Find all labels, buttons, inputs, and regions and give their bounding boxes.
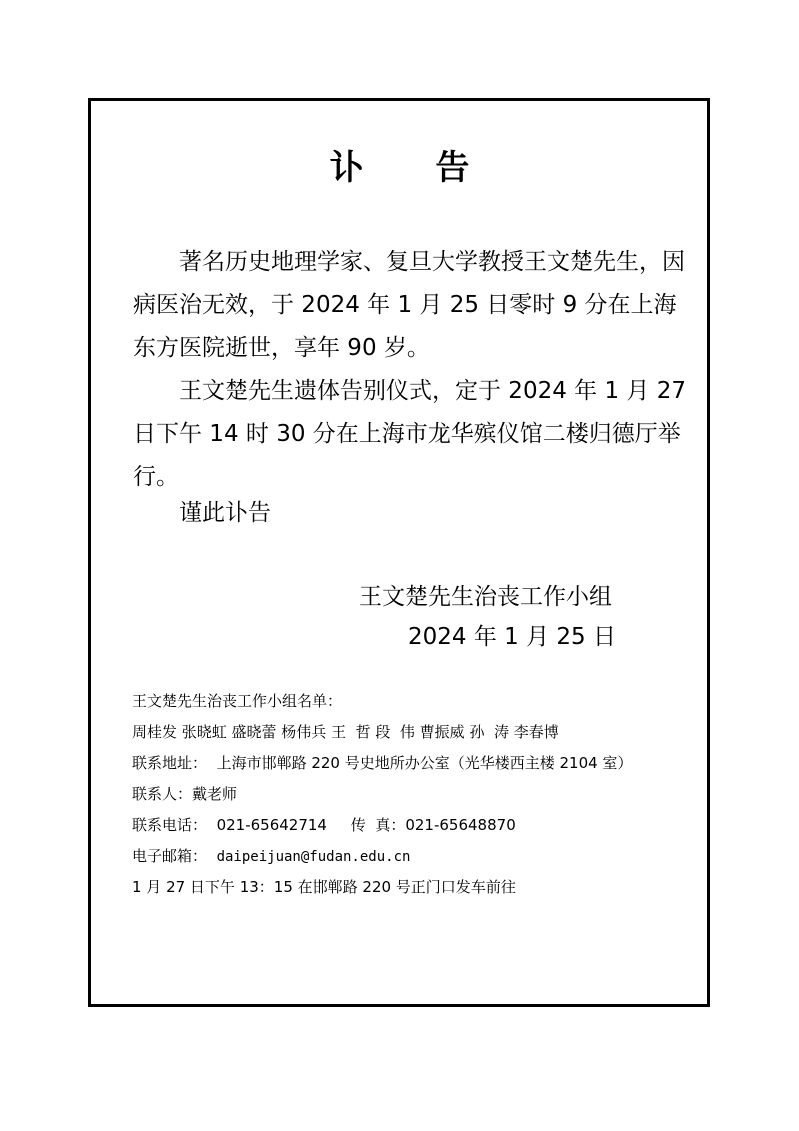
phone-value: 021-65642714: [216, 816, 327, 834]
phone-row: [132, 810, 692, 841]
address-label: 联系地址：: [132, 754, 208, 772]
notice-title: 讣 告: [329, 148, 500, 188]
committee-members: 周桂发 张晓虹 盛晓蕾 杨伟兵 王 哲 段 伟 曹振威 孙 涛 李春博: [132, 723, 559, 741]
notice-paragraph-death: 著名历史地理学家、复旦大学教授王文楚先生，因病医治无效，于 2024 年 1 月 25 日零时 9 分在上海东方医院逝世，享年 90 岁。: [133, 249, 685, 361]
email-label: 电子邮箱：: [132, 847, 208, 865]
notice-date: 2024 年 1 月 25 日: [408, 624, 616, 650]
fax-label: 传 真：: [350, 816, 406, 834]
contact-label: 联系人：: [132, 785, 193, 803]
bus-note: 1 月 27 日下午 13：15 在邯郸路 220 号正门口发车前往: [132, 878, 516, 896]
committee-info: [132, 686, 692, 903]
email-row: [132, 841, 692, 872]
contact-value: 戴老师: [192, 785, 238, 803]
notice-signature: 王文楚先生治丧工作小组: [359, 584, 612, 610]
address-row: [132, 748, 692, 779]
committee-heading: 王文楚先生治丧工作小组名单：: [132, 692, 343, 710]
fax-value: 021-65648870: [405, 816, 516, 834]
notice-closing: 谨此讣告: [179, 500, 271, 526]
address-value: 上海市邯郸路 220 号史地所办公室（光华楼西主楼 2104 室）: [216, 754, 633, 772]
contact-row: [132, 779, 692, 810]
email-link[interactable]: daipeijuan@fudan.edu.cn: [216, 849, 411, 865]
phone-label: 联系电话：: [132, 816, 208, 834]
notice-paragraph-ceremony: 王文楚先生遗体告别仪式，定于 2024 年 1 月 27 日下午 14 时 30 分在上海市龙华殡仪馆二楼归德厅举行。: [133, 378, 686, 490]
